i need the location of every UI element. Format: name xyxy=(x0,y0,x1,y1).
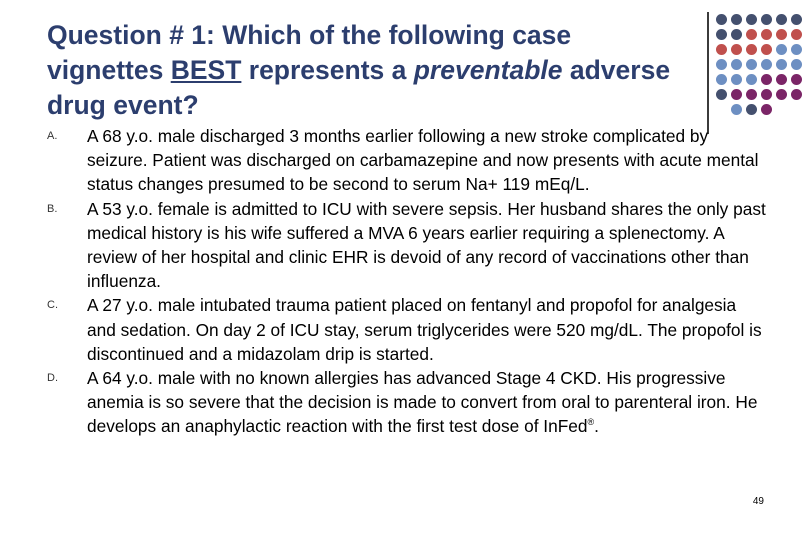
decorative-dot xyxy=(761,104,772,115)
option-text-d-end: . xyxy=(594,416,599,437)
title-text-part1: Question # 1: Which of the following case vignettes xyxy=(47,20,572,85)
decorative-dot xyxy=(761,74,772,85)
decorative-dot xyxy=(716,74,727,85)
answer-option-c xyxy=(47,293,767,366)
decorative-dot xyxy=(746,74,757,85)
decorative-dot xyxy=(776,59,787,70)
title-text-part3: adverse drug event? xyxy=(47,55,671,120)
decorative-dot xyxy=(791,59,802,70)
decorative-dot xyxy=(791,14,802,25)
option-text-c: A 27 y.o. male intubated trauma patient placed on fentanyl and propofol for analgesia and sedation. On day 2 of ICU stay, serum triglycerides were 520 mg/dL. The propofol is discontinued and a midazolam drip is started. xyxy=(87,295,762,364)
decorative-dot xyxy=(716,44,727,55)
title-emphasis-preventable: preventable xyxy=(413,55,563,85)
decorative-dot xyxy=(731,14,742,25)
answer-option-d xyxy=(47,366,767,439)
answer-options-list xyxy=(47,124,767,439)
decorative-dot xyxy=(746,59,757,70)
title-text-part2: represents a xyxy=(241,55,414,85)
registered-trademark-symbol: ® xyxy=(587,417,595,428)
option-text-b: A 53 y.o. female is admitted to ICU with severe sepsis. Her husband shares the only past medical history is his wife suffered a MVA 6 years earlier requiring a splenectomy. A review of her hospital and clinic EHR is devoid of any record of vaccinations other than influenza. xyxy=(87,198,766,292)
decorative-dot xyxy=(731,104,742,115)
page-number: 49 xyxy=(752,496,764,507)
decorative-dot xyxy=(761,89,772,100)
decorative-dot-grid xyxy=(716,14,806,124)
decorative-dot xyxy=(761,29,772,40)
decorative-dot xyxy=(746,104,757,115)
option-letter-c: C. xyxy=(47,299,58,312)
option-letter-d: D. xyxy=(47,372,58,385)
decorative-dot xyxy=(761,14,772,25)
decorative-dot xyxy=(716,14,727,25)
decorative-dot xyxy=(776,74,787,85)
option-text-d: A 64 y.o. male with no known allergies has advanced Stage 4 CKD. His progressive anemia is so severe that the decision is made to convert from oral to parenteral iron. He develops an anaphylactic reaction with the first test dose of InFed xyxy=(87,368,758,437)
decorative-dot xyxy=(776,29,787,40)
decorative-dot xyxy=(746,29,757,40)
option-letter-b: B. xyxy=(47,202,58,215)
option-letter-a: A. xyxy=(47,130,58,142)
decorative-dot xyxy=(716,59,727,70)
decorative-dot xyxy=(731,29,742,40)
decorative-dot xyxy=(761,59,772,70)
decorative-dot xyxy=(746,89,757,100)
decorative-dot xyxy=(731,44,742,55)
decorative-dot xyxy=(791,89,802,100)
decorative-dot xyxy=(791,74,802,85)
decorative-dot xyxy=(731,89,742,100)
decorative-dot xyxy=(776,44,787,55)
decorative-dot xyxy=(746,44,757,55)
decorative-dot xyxy=(776,89,787,100)
decorative-dot xyxy=(791,29,802,40)
decorative-dot xyxy=(731,59,742,70)
decorative-dot xyxy=(716,29,727,40)
title-emphasis-best: BEST xyxy=(170,55,242,85)
answer-option-a xyxy=(47,124,767,197)
slide-title xyxy=(47,18,687,123)
answer-option-b xyxy=(47,197,767,294)
decorative-dot xyxy=(716,89,727,100)
decorative-dot xyxy=(776,14,787,25)
decorative-dot xyxy=(731,74,742,85)
decorative-dot xyxy=(761,44,772,55)
decorative-divider-line xyxy=(707,12,709,134)
decorative-dot xyxy=(746,14,757,25)
option-text-a: A 68 y.o. male discharged 3 months earlier following a new stroke complicated by seizure. Patient was discharged on carbamazepine and now presents with acute mental status changes presumed to be second to serum Na+ 119 mEq/L. xyxy=(87,126,759,195)
decorative-dot xyxy=(791,44,802,55)
